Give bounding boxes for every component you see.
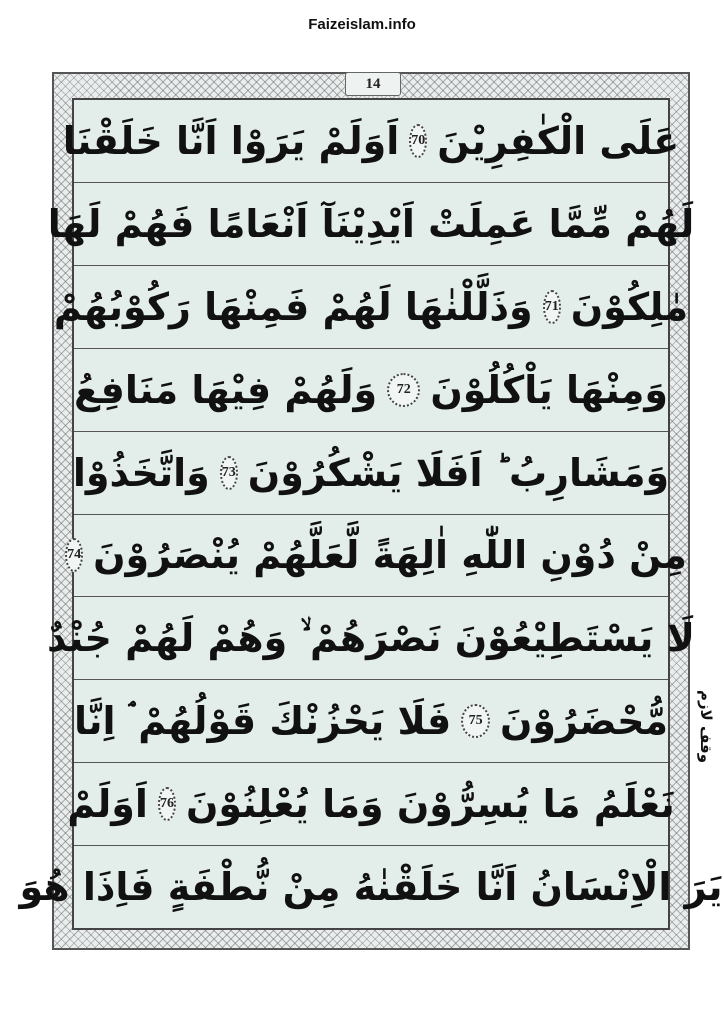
ayah-number-marker: 73 xyxy=(220,456,238,490)
ayah-number-marker: 76 xyxy=(158,787,176,821)
ayah-line xyxy=(67,763,675,846)
ayah-text: وَاتَّخَذُوْا xyxy=(72,450,210,495)
ayah-number-marker: 75 xyxy=(461,704,490,738)
ayah-text: وَذَلَّلْنٰهَا لَهُمْ فَمِنْهَا رَكُوْبُهُمْ xyxy=(53,284,533,329)
ayah-number-marker: 74 xyxy=(65,538,83,572)
ayah-number-marker: 71 xyxy=(543,290,561,324)
ayah-line xyxy=(67,515,687,598)
ayah-number-marker: 70 xyxy=(409,124,427,158)
ayah-line xyxy=(74,432,668,515)
margin-note: وقف لازم xyxy=(697,690,715,764)
ayah-line xyxy=(47,597,695,680)
ayah-line xyxy=(47,183,695,266)
ayah-text: فَلَا يَحْزُنْكَ قَوْلُهُمْ ۘ اِنَّا xyxy=(74,698,452,743)
ayah-number-marker: 72 xyxy=(387,373,420,407)
ayah-text: اَوَلَمْ يَرَوْا اَنَّا خَلَقْنَا xyxy=(62,118,400,163)
ayah-line xyxy=(74,349,668,432)
ayah-line xyxy=(53,266,689,349)
ayah-text: يَرَ الْاِنْسَانُ اَنَّا خَلَقْنٰهُ مِنْ نُّطْفَةٍ فَاِذَا هُوَ xyxy=(19,865,723,910)
ayah-text: وَمَشَارِبُ ؕ اَفَلَا يَشْكُرُوْنَ xyxy=(247,450,670,495)
ayah-text: مِنْ دُوْنِ اللّٰهِ اٰلِهَةً لَّعَلَّهُمْ يُنْصَرُوْنَ xyxy=(93,533,687,578)
page-number: 14 xyxy=(345,72,401,96)
ayah-text: نَعْلَمُ مَا يُسِرُّوْنَ وَمَا يُعْلِنُوْنَ xyxy=(185,782,675,827)
site-title[interactable]: Faizeislam.info xyxy=(308,16,416,33)
ayah-text: مٰلِكُوْنَ xyxy=(570,284,689,329)
ayah-text: مُّحْضَرُوْنَ xyxy=(499,699,668,744)
ayah-line xyxy=(62,100,680,183)
ayah-text: اَوَلَمْ xyxy=(67,782,148,827)
ayah-line xyxy=(74,680,668,763)
ayah-text: عَلَى الْكٰفِرِيْنَ xyxy=(437,118,680,163)
ayah-line xyxy=(19,846,723,928)
ayah-text: لَهُمْ مِّمَّا عَمِلَتْ اَيْدِيْنَآ اَنْعَامًا فَهُمْ لَهَا xyxy=(47,201,695,246)
ayah-text: وَلَهُمْ فِيْهَا مَنَافِعُ xyxy=(74,367,378,412)
ayah-text: لَا يَسْتَطِيْعُوْنَ نَصْرَهُمْ ۙ وَهُمْ لَهُمْ جُنْدٌ xyxy=(47,615,695,660)
ayah-text: وَمِنْهَا يَاْكُلُوْنَ xyxy=(430,367,668,412)
